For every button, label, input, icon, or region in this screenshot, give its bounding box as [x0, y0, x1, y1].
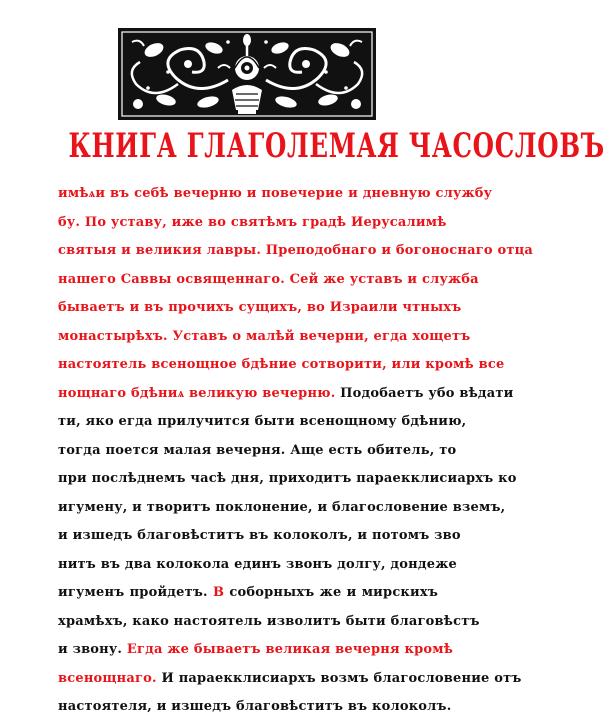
text-line: [58, 608, 480, 637]
body-text-segment: нитъ въ два колокола единъ звонъ долгу, дондеже: [58, 556, 457, 572]
body-text-segment: тогда поется малая вечерня. Аще есть обитель, то: [58, 442, 457, 458]
rubric-text: нощнаго бдѣниѧ великую вечерню.: [58, 385, 341, 401]
text-line: [58, 437, 457, 466]
text-line: [58, 579, 438, 608]
text-line: [58, 351, 505, 380]
body-text-segment: игуменъ пройдетъ.: [58, 585, 213, 600]
body-text-segment: ти, яко егда прилучится быти всенощному бдѣнию,: [58, 414, 467, 429]
body-text-segment: и звону.: [58, 642, 127, 657]
text-line: [58, 294, 462, 323]
book-title: КНИГА ГЛАГОЛЕМАЯ ЧАСОСЛОВЪ: [68, 126, 605, 166]
body-text-segment: Подобаетъ убо вѣдати: [340, 385, 514, 401]
rubric-text: Егда же бываетъ великая вечерня кромѣ: [126, 642, 454, 657]
rubric-text: имѣѧи въ себѣ вечерню и повечерие и дневную службу: [58, 186, 493, 201]
text-line: [58, 494, 506, 523]
text-line: [58, 180, 493, 209]
rubric-text: настоятель всенощное бдѣние сотворити, или кромѣ все: [58, 357, 505, 372]
rubric-text: святыя и великия лавры. Преподобнаго и богоноснаго отца: [58, 243, 534, 258]
text-line: [58, 665, 522, 694]
decorative-headpiece: [118, 28, 376, 120]
text-line: [58, 380, 514, 409]
body-text-segment: настоятеля, и изшедъ благовѣститъ въ колоколъ.: [58, 699, 452, 714]
text-line: [58, 551, 457, 580]
rubric-text: В: [212, 585, 225, 600]
rubric-text: всенощнаго.: [58, 670, 162, 686]
text-line: [58, 693, 452, 722]
text-line: [58, 636, 454, 665]
body-text-segment: И параекклисиархъ возмъ благословение отъ: [161, 670, 522, 686]
text-line: [58, 266, 479, 295]
text-line: [58, 209, 447, 238]
rubric-text: бу. По уставу, иже во святѣмъ градѣ Иерусалимѣ: [58, 214, 447, 230]
text-line: [58, 323, 471, 352]
body-text-segment: храмѣхъ, како настоятель изволитъ быти благовѣстъ: [58, 613, 480, 629]
body-text-segment: игумену, и творитъ поклонение, и благословение вземъ,: [58, 499, 506, 515]
text-line: [58, 237, 534, 266]
body-text: [58, 180, 534, 722]
text-line: [58, 408, 467, 437]
rubric-text: нашего Саввы освященнаго. Сей же уставъ и служба: [58, 271, 479, 287]
body-text-segment: соборныхъ же и мирскихъ: [224, 585, 438, 600]
body-text-segment: при послѣднемъ часѣ дня, приходитъ параекклисиархъ ко: [58, 471, 517, 486]
rubric-text: бываетъ и въ прочихъ сущихъ, во Израили чтныхъ: [58, 300, 462, 315]
rubric-text: монастырѣхъ. Уставъ о малѣй вечерни, егда хощетъ: [58, 328, 471, 344]
text-line: [58, 522, 461, 551]
text-line: [58, 465, 517, 494]
body-text-segment: и изшедъ благовѣститъ въ колоколъ, и потомъ зво: [58, 528, 461, 543]
ornament-icon: [118, 28, 376, 120]
